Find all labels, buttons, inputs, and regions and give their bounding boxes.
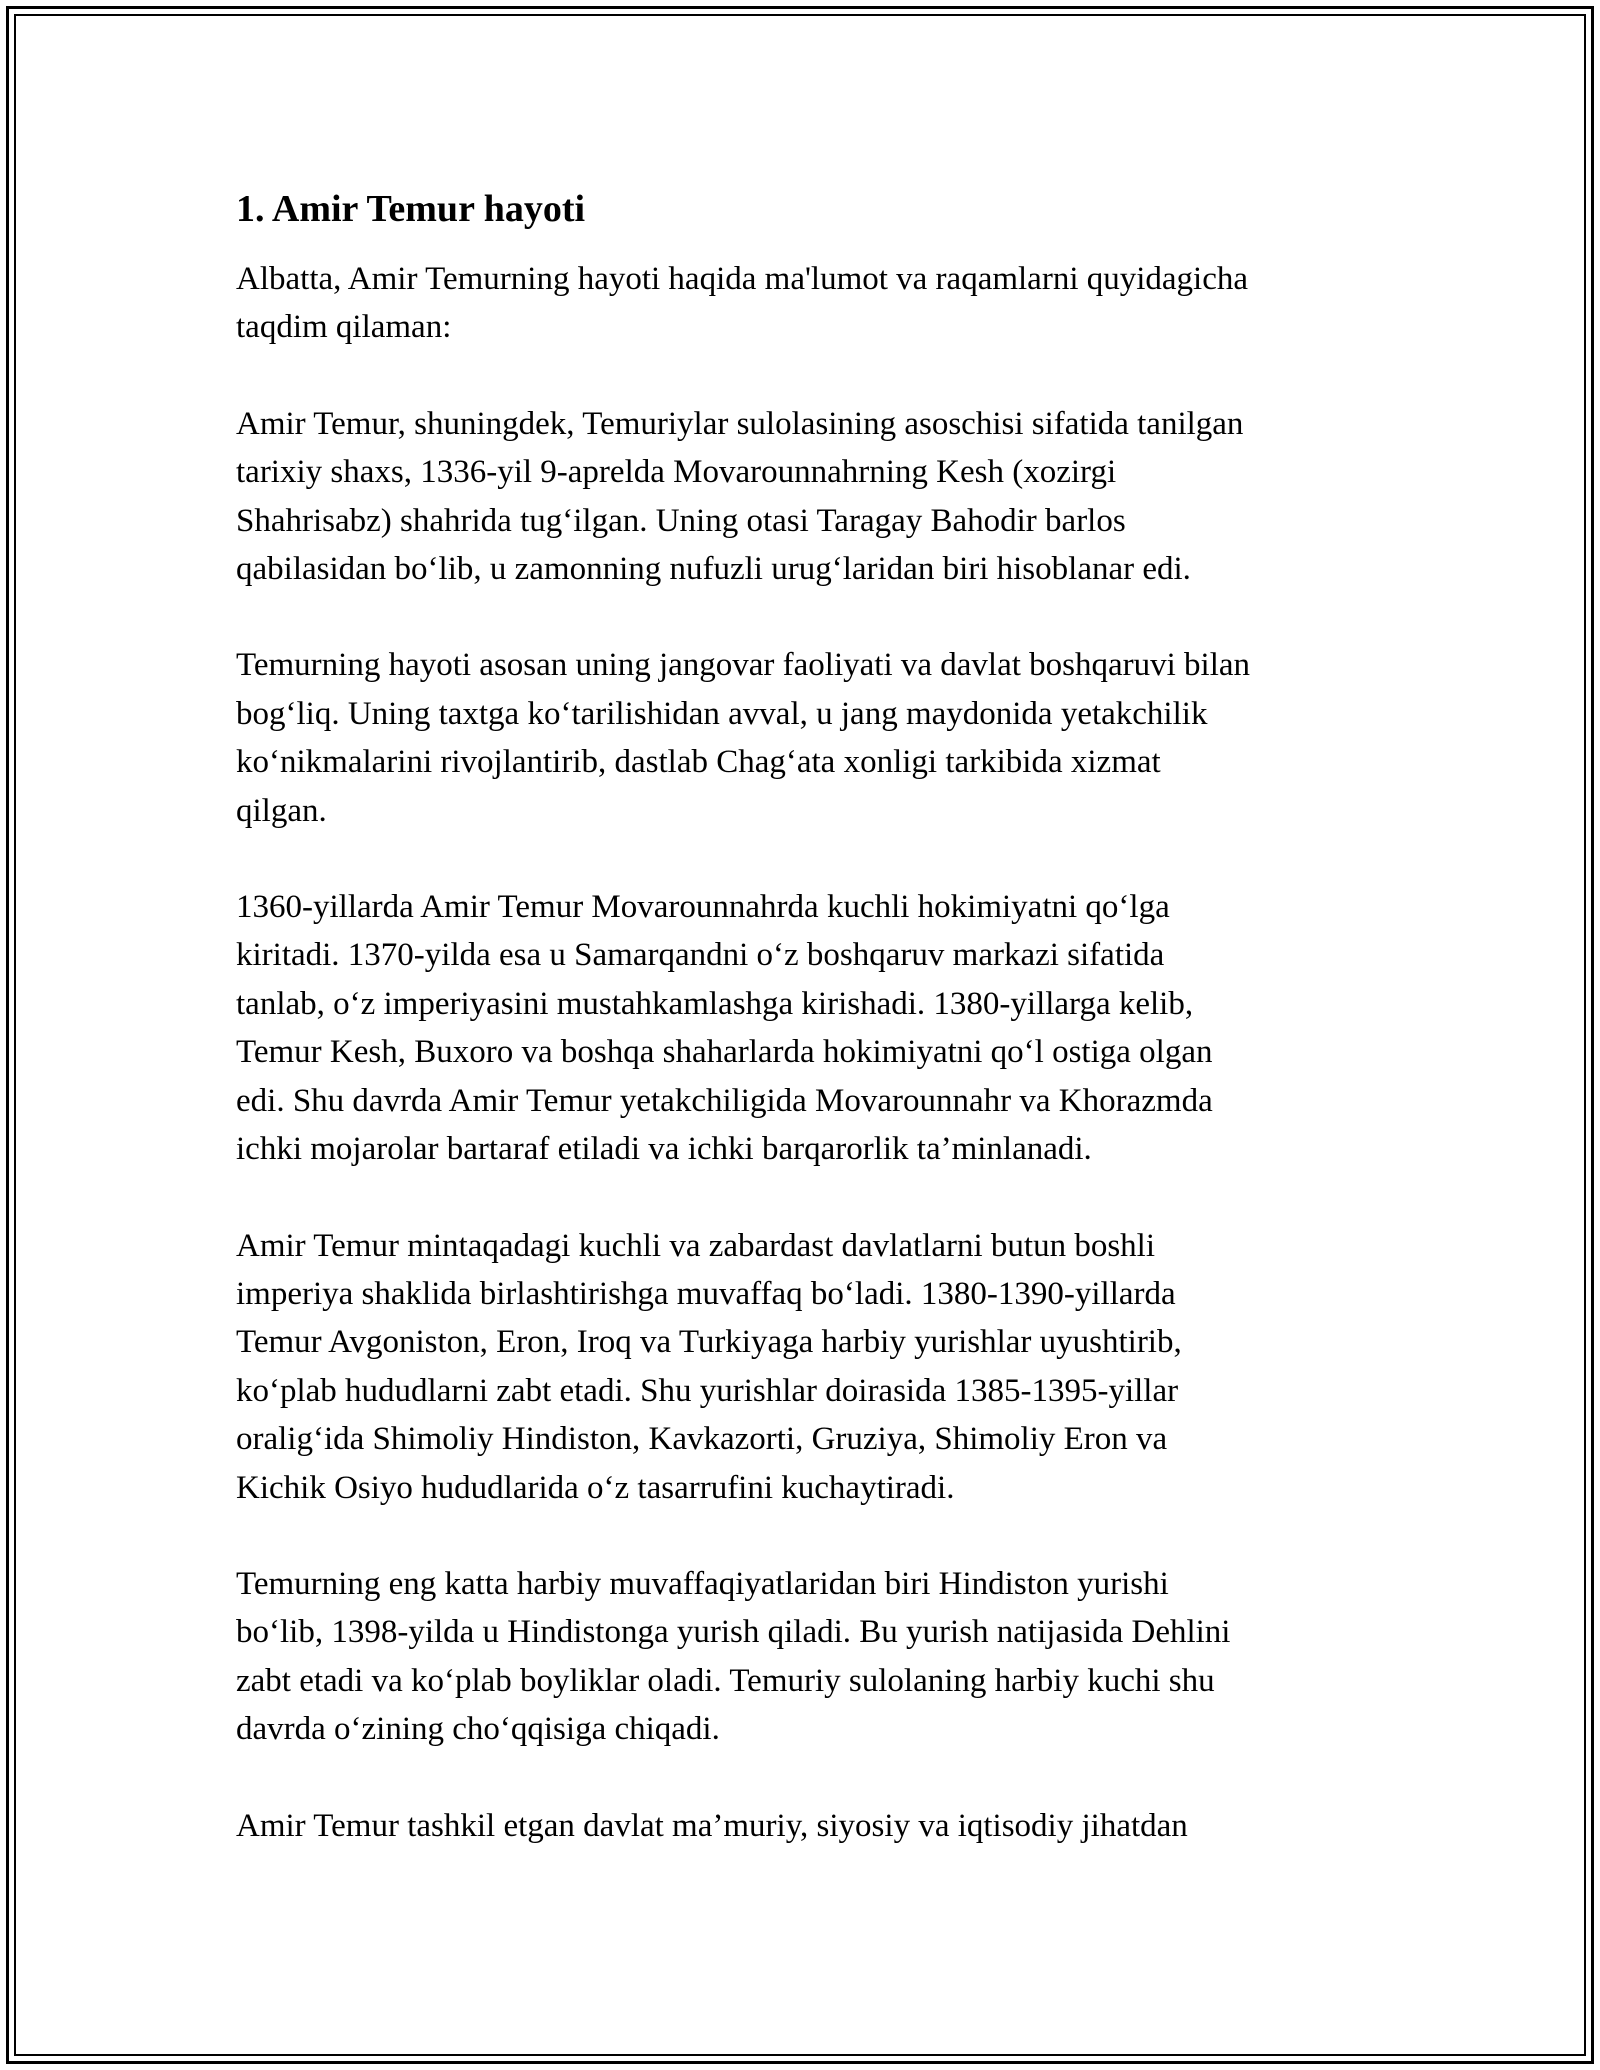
paragraph-india-campaign	[236, 1560, 1376, 1754]
text-line: kiritadi. 1370-yilda esa u Samarqandni o‘z boshqaruv markazi sifatida	[236, 937, 1165, 974]
text-line: 1360-yillarda Amir Temur Movarounnahrda kuchli hokimiyatni qo‘lga	[236, 889, 1170, 926]
text-line: ichki mojarolar bartaraf etiladi va ichki barqarorlik ta’minlanadi.	[236, 1131, 1092, 1168]
text-line: Kichik Osiyo hududlarida o‘z tasarrufini kuchaytiradi.	[236, 1469, 955, 1506]
text-line: tarixiy shaxs, 1336-yil 9-aprelda Movarounnahrning Kesh (xozirgi	[236, 454, 1117, 491]
paragraph-birth	[236, 400, 1376, 594]
text-line: taqdim qilaman:	[236, 309, 452, 346]
text-line: bo‘lib, 1398-yilda u Hindistonga yurish qiladi. Bu yurish natijasida Dehlini	[236, 1614, 1231, 1651]
document-body	[236, 185, 1376, 1898]
paragraph-state	[236, 1802, 1376, 1850]
text-line: oralig‘ida Shimoliy Hindiston, Kavkazorti, Gruziya, Shimoliy Eron va	[236, 1421, 1168, 1458]
section-heading: 1. Amir Temur hayoti	[236, 188, 586, 230]
paragraph-early-career	[236, 641, 1376, 835]
text-line: edi. Shu davrda Amir Temur yetakchiligida Movarounnahr va Khorazmda	[236, 1082, 1213, 1119]
text-line: ko‘nikmalarini rivojlantirib, dastlab Chag‘ata xonligi tarkibida xizmat	[236, 744, 1161, 781]
text-line: Temurning eng katta harbiy muvaffaqiyatlaridan biri Hindiston yurishi	[236, 1565, 1169, 1602]
paragraph-conquests	[236, 1222, 1376, 1512]
text-line: Amir Temur, shuningdek, Temuriylar sulolasining asoschisi sifatida tanilgan	[236, 405, 1244, 442]
text-line: Amir Temur tashkil etgan davlat ma’muriy, siyosiy va iqtisodiy jihatdan	[236, 1807, 1188, 1844]
text-line: qilgan.	[236, 792, 327, 829]
text-line: bog‘liq. Uning taxtga ko‘tarilishidan avval, u jang maydonida yetakchilik	[236, 695, 1208, 732]
text-line: qabilasidan bo‘lib, u zamonning nufuzli urug‘laridan biri hisoblanar edi.	[236, 551, 1191, 588]
paragraph-rise-to-power	[236, 883, 1376, 1173]
text-line: Shahrisabz) shahrida tug‘ilgan. Uning otasi Taragay Bahodir barlos	[236, 502, 1126, 539]
text-line: davrda o‘zining cho‘qqisiga chiqadi.	[236, 1711, 720, 1748]
text-line: Temur Kesh, Buxoro va boshqa shaharlarda hokimiyatni qo‘l ostiga olgan	[236, 1034, 1213, 1071]
text-line: Albatta, Amir Temurning hayoti haqida ma'lumot va raqamlarni quyidagicha	[236, 261, 1249, 297]
text-line: imperiya shaklida birlashtirishga muvaffaq bo‘ladi. 1380-1390-yillarda	[236, 1275, 1176, 1312]
paragraph-intro	[236, 255, 1376, 352]
text-line: Amir Temur mintaqadagi kuchli va zabardast davlatlarni butun boshli	[236, 1227, 1156, 1264]
text-line: tanlab, o‘z imperiyasini mustahkamlashga kirishadi. 1380-yillarga kelib,	[236, 985, 1194, 1022]
text-line: ko‘plab hududlarni zabt etadi. Shu yurishlar doirasida 1385-1395-yillar	[236, 1372, 1179, 1409]
text-line: zabt etadi va ko‘plab boyliklar oladi. Temuriy sulolaning harbiy kuchi shu	[236, 1662, 1215, 1699]
text-line: Temur Avgoniston, Eron, Iroq va Turkiyaga harbiy yurishlar uyushtirib,	[236, 1324, 1182, 1361]
text-line: Temurning hayoti asosan uning jangovar faoliyati va davlat boshqaruvi bilan	[236, 647, 1251, 684]
